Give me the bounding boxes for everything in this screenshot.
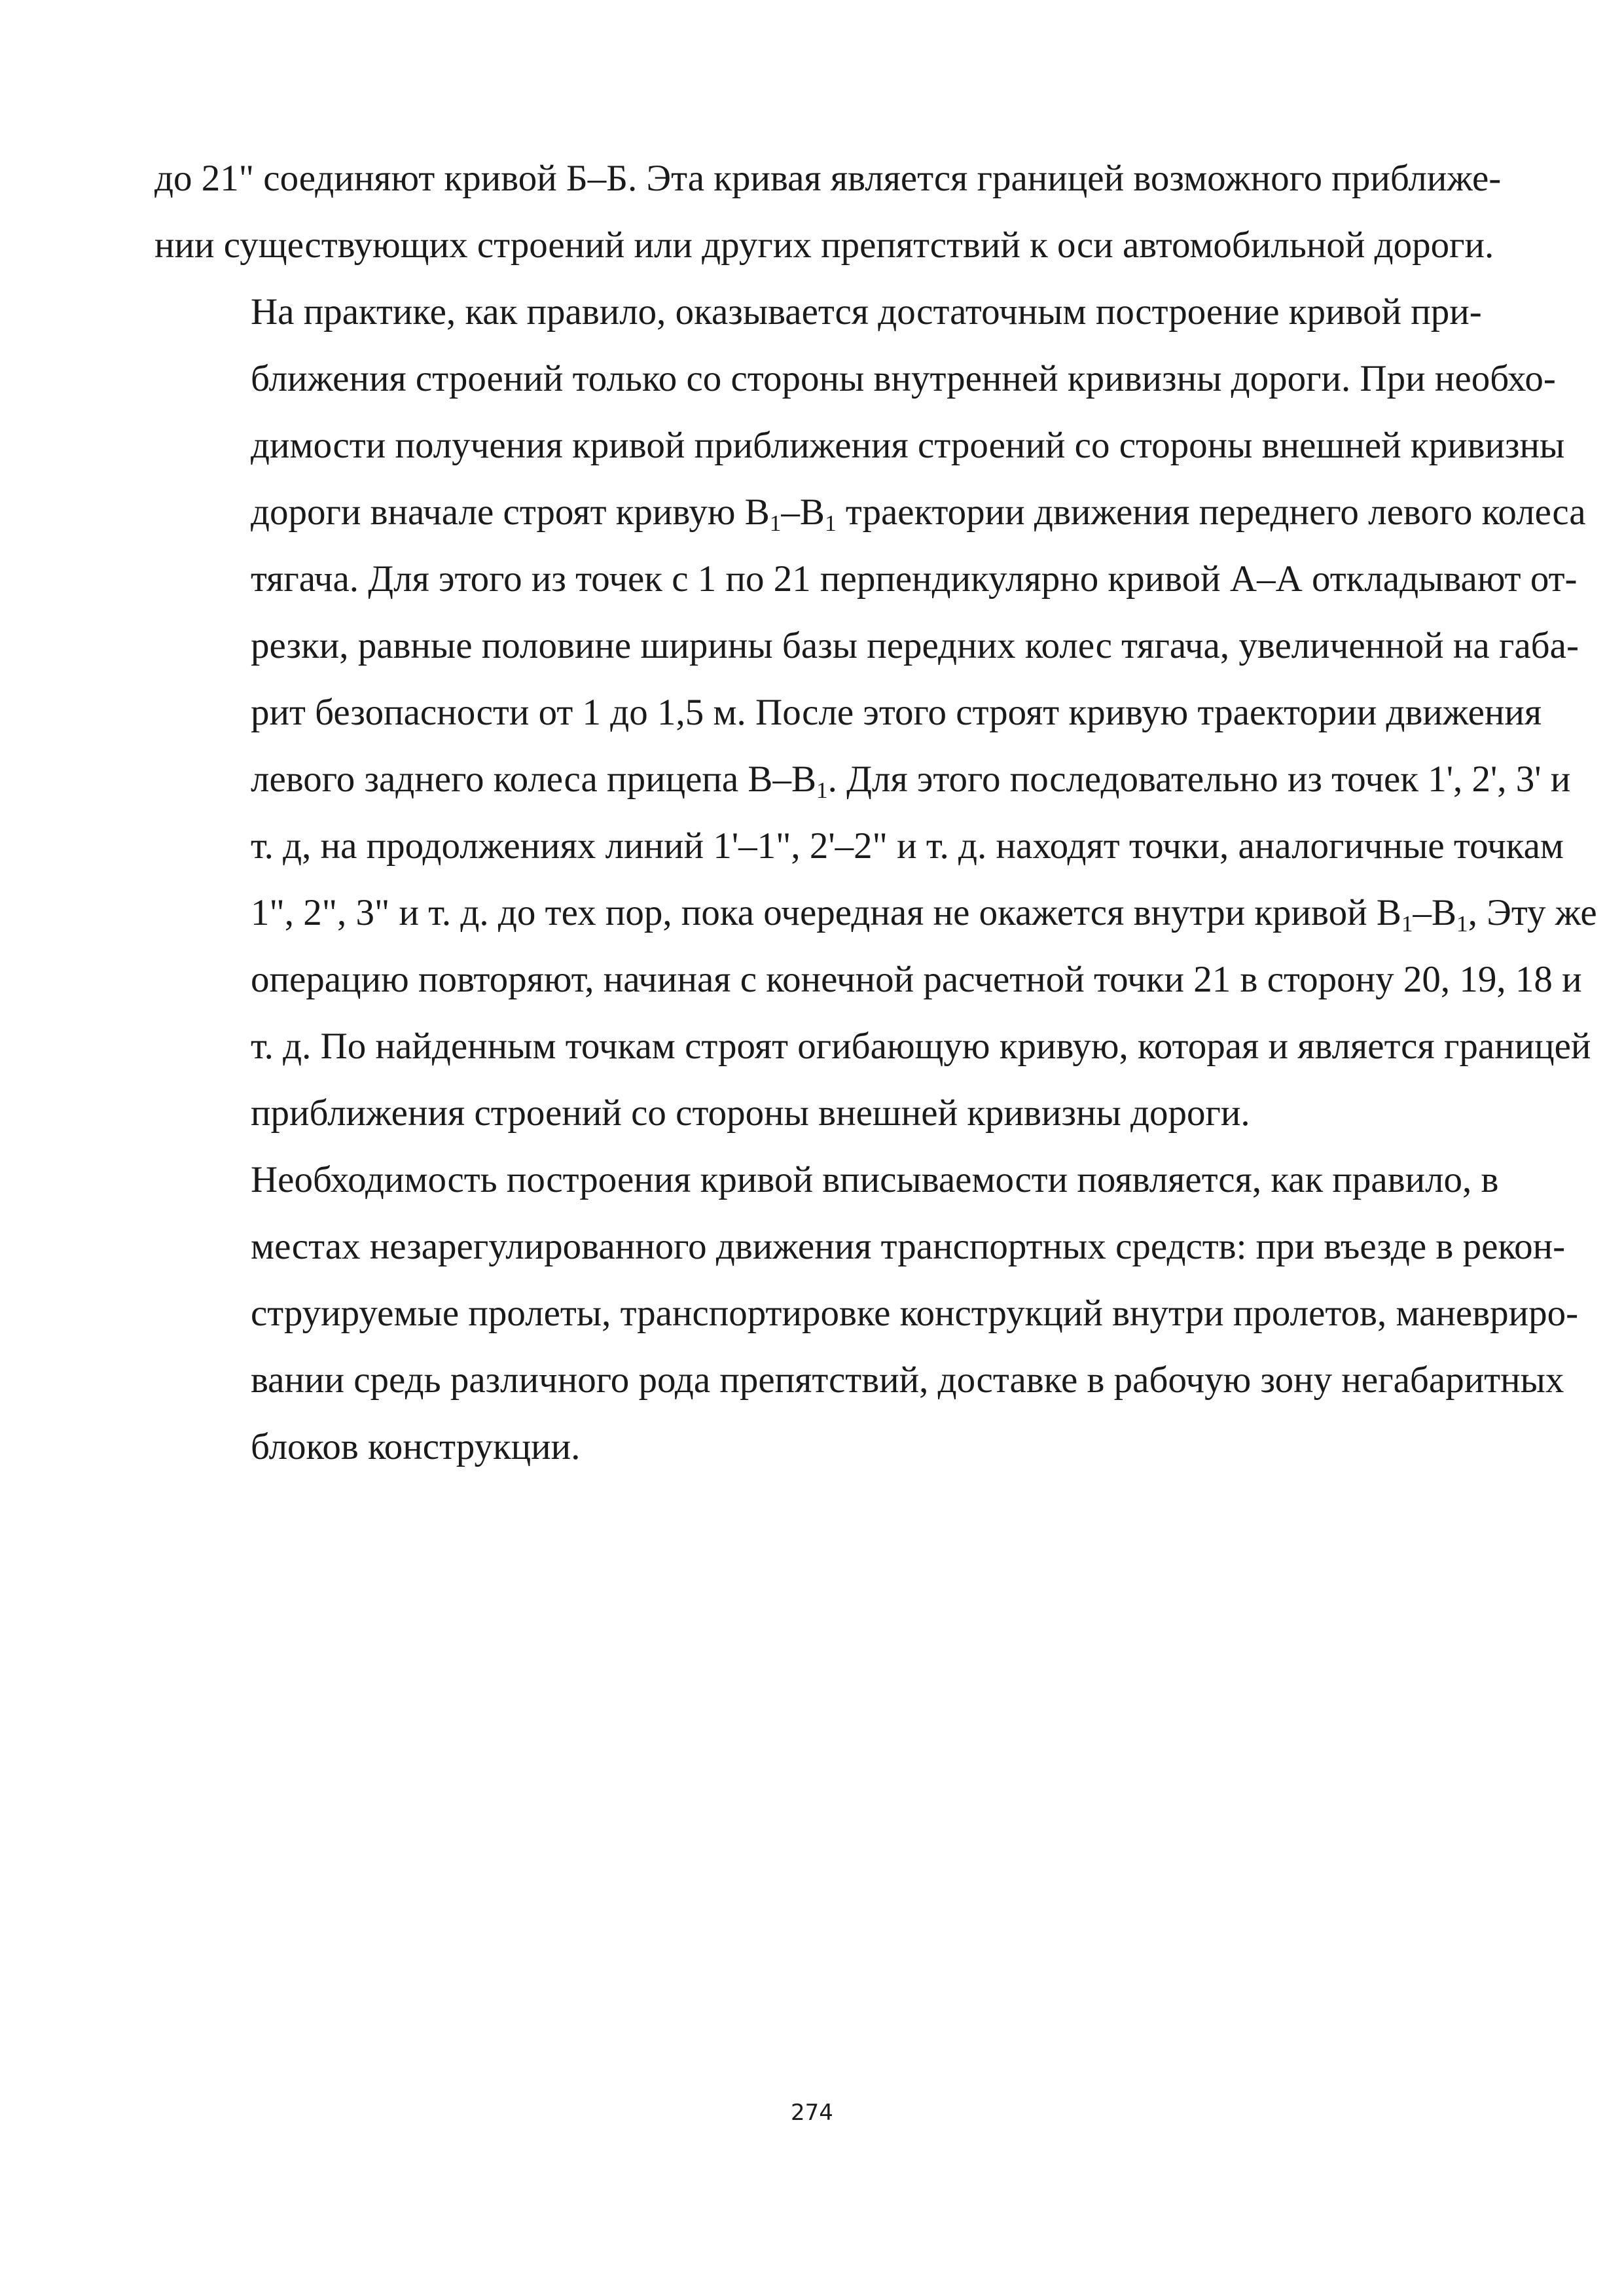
- text-run: рит безопасности от 1 до 1,5 м. После этого строят кривую траектории движения: [251, 692, 1542, 733]
- text-run: –В: [1413, 892, 1457, 933]
- text-run: димости получения кривой приближения строений со стороны внешней кривизны: [251, 425, 1565, 466]
- text-run: ближения строений только со стороны внутренней кривизны дороги. При необхо-: [251, 358, 1556, 399]
- text-line: [154, 546, 1578, 613]
- text-line: [154, 1013, 1591, 1080]
- text-run: т. д. По найденным точкам строят огибающую кривую, которая и является границей: [251, 1026, 1591, 1067]
- text-run: , Эту же: [1468, 892, 1597, 933]
- paragraph: [154, 145, 1502, 279]
- text-run: На практике, как правило, оказывается достаточным построение кривой при-: [251, 291, 1482, 332]
- text-line: [154, 279, 1482, 346]
- subscript: 1: [1401, 910, 1413, 937]
- text-run: местах незарегулированного движения транспортных средств: при въезде в рекон-: [251, 1226, 1566, 1267]
- subscript: 1: [824, 510, 837, 536]
- text-run: операцию повторяют, начиная с конечной расчетной точки 21 в сторону 20, 19, 18 и: [251, 959, 1582, 1000]
- text-line: [154, 746, 1571, 813]
- text-run: вании средь различного рода препятствий, доставке в рабочую зону негабаритных: [251, 1359, 1564, 1401]
- text-line: [154, 412, 1565, 479]
- text-run: левого заднего колеса прицепа В–В: [251, 759, 816, 800]
- text-run: –В: [781, 492, 825, 533]
- text-line: [154, 1080, 1471, 1147]
- paragraph: [154, 279, 1597, 1147]
- text-run: приближения строений со стороны внешней кривизны дороги.: [251, 1092, 1250, 1134]
- text-line: [154, 679, 1542, 746]
- text-run: нии существующих строений или других препятствий к оси автомобильной дороги.: [154, 224, 1494, 266]
- text-run: . Для этого последовательно из точек 1', 2', 3' и: [827, 759, 1571, 800]
- text-line: [154, 813, 1564, 880]
- text-run: струируемые пролеты, транспортировке конструкций внутри пролетов, маневриро-: [251, 1293, 1579, 1334]
- text-line: [154, 1414, 1471, 1480]
- text-line: [154, 880, 1597, 946]
- text-run: дороги вначале строят кривую В: [251, 492, 770, 533]
- text-run: резки, равные половине ширины базы передних колес тягача, увеличенной на габа-: [251, 625, 1579, 666]
- text-line: [154, 479, 1586, 546]
- text-line: [154, 613, 1579, 679]
- text-line: [154, 1280, 1579, 1347]
- text-run: Необходимость построения кривой вписываемости появляется, как правило, в: [251, 1159, 1499, 1200]
- text-line: [154, 1213, 1566, 1280]
- text-run: т. д, на продолжениях линий 1'–1", 2'–2" и т. д. находят точки, аналогичные точкам: [251, 825, 1564, 867]
- subscript: 1: [816, 777, 828, 803]
- text-run: блоков конструкции.: [251, 1426, 581, 1467]
- text-run: до 21" соединяют кривой Б–Б. Эта кривая является границей возможного приближе-: [154, 158, 1502, 199]
- text-line: [154, 946, 1582, 1013]
- text-run: 1", 2", 3" и т. д. до тех пор, пока очередная не окажется внутри кривой В: [251, 892, 1401, 933]
- text-line: [154, 1147, 1499, 1213]
- text-line: [154, 1347, 1564, 1414]
- subscript: 1: [1456, 910, 1468, 937]
- body-text: [154, 145, 1597, 1480]
- subscript: 1: [769, 510, 782, 536]
- text-line: [154, 145, 1502, 212]
- text-run: траектории движения переднего левого колеса: [836, 492, 1586, 533]
- page-number: 274: [791, 2100, 833, 2126]
- text-run: тягача. Для этого из точек с 1 по 21 перпендикулярно кривой А–А откладывают от-: [251, 558, 1578, 600]
- text-line: [154, 346, 1556, 412]
- text-line: [154, 212, 1494, 279]
- paragraph: [154, 1147, 1579, 1480]
